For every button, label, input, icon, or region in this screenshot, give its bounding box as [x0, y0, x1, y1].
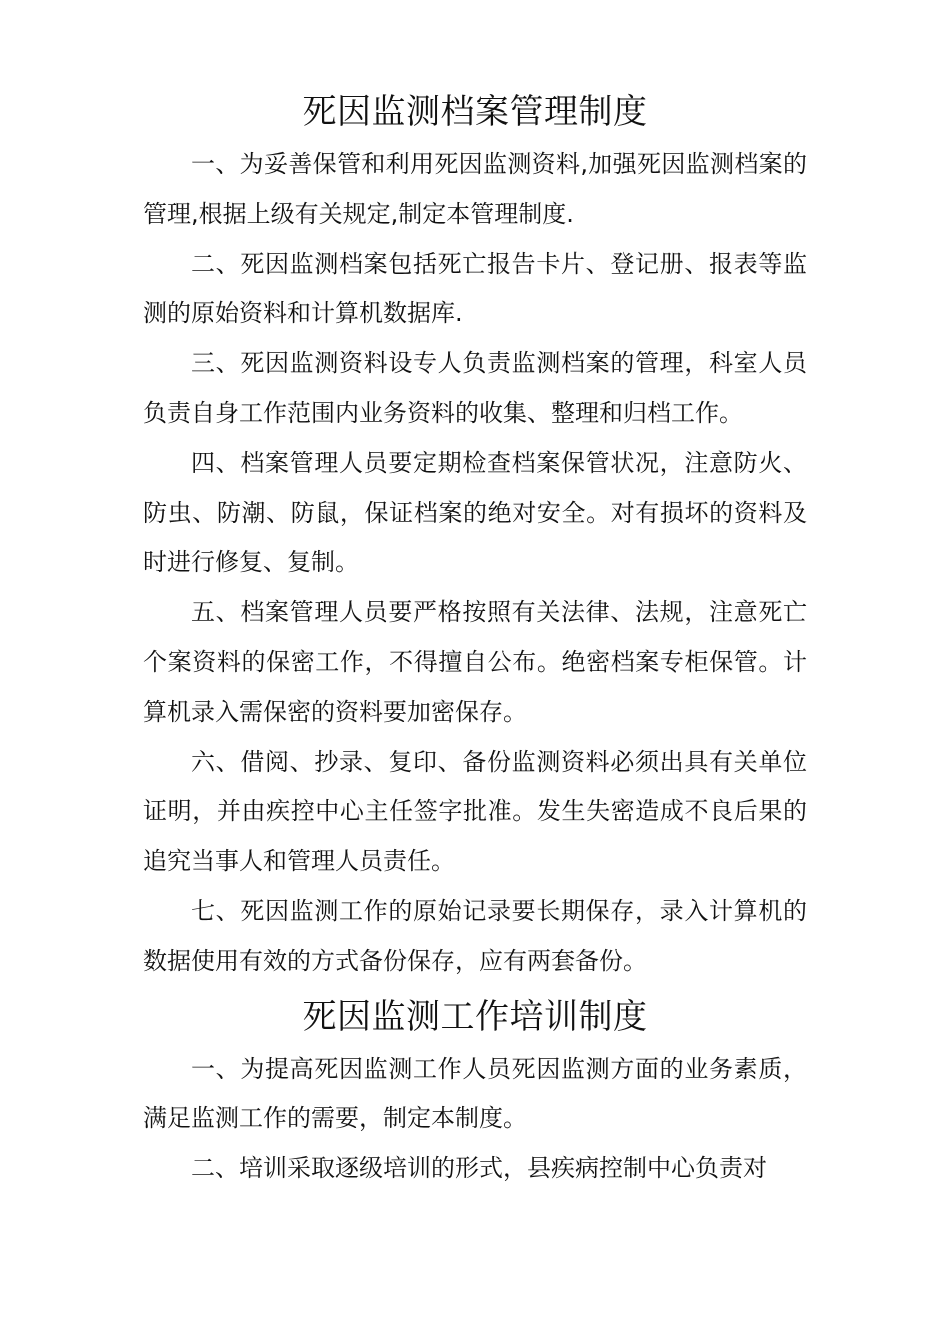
- section-archive-management: [143, 84, 807, 987]
- paragraph: 七、死因监测工作的原始记录要长期保存，录入计算机的数据使用有效的方式备份保存，应有两套备份。: [143, 896, 807, 975]
- paragraph: 四、档案管理人员要定期检查档案保管状况，注意防火、防虫、防潮、防鼠，保证档案的绝对安全。对有损坏的资料及时进行修复、复制。: [143, 448, 807, 577]
- paragraph: 五、档案管理人员要严格按照有关法律、法规，注意死亡个案资料的保密工作，不得擅自公布。绝密档案专柜保管。计算机录入需保密的资料要加密保存。: [143, 598, 807, 726]
- paragraph: 二、死因监测档案包括死亡报告卡片、登记册、报表等监测的原始资料和计算机数据库.: [143, 249, 807, 328]
- paragraph: 二、培训采取逐级培训的形式，县疾病控制中心负责对: [191, 1154, 767, 1183]
- section-title: 死因监测工作培训制度: [302, 996, 648, 1037]
- paragraph: 六、借阅、抄录、复印、备份监测资料必须出具有关单位证明，并由疾控中心主任签字批准。发生失密造成不良后果的追究当事人和管理人员责任。: [143, 747, 807, 876]
- paragraph: 三、死因监测资料设专人负责监测档案的管理，科室人员负责自身工作范围内业务资料的收集、整理和归档工作。: [143, 349, 807, 427]
- section-title: 死因监测档案管理制度: [302, 92, 648, 132]
- paragraph: 一、为提高死因监测工作人员死因监测方面的业务素质，满足监测工作的需要，制定本制度。: [143, 1054, 807, 1133]
- paragraph: 一、为妥善保管和利用死因监测资料,加强死因监测档案的管理,根据上级有关规定,制定本管理制度.: [143, 150, 807, 228]
- section-training: [143, 989, 807, 1194]
- document-body: [143, 84, 807, 1194]
